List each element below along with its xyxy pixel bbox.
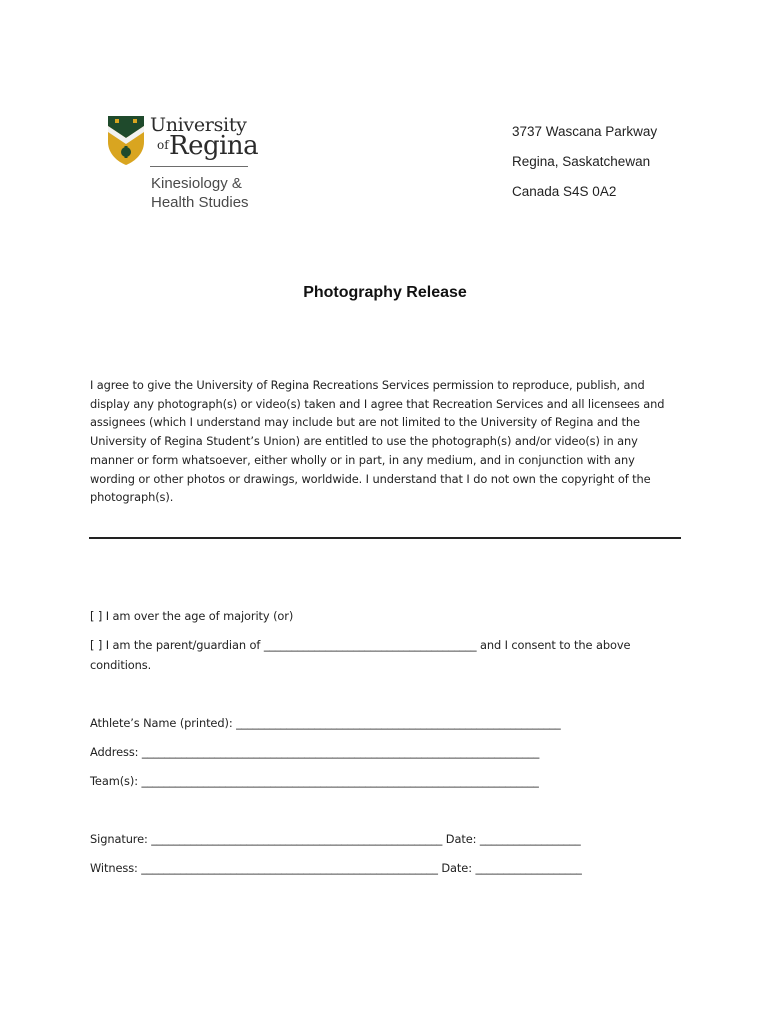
witness-date-field[interactable]: Witness: _____________________________________________________ Date: ___________________ [90, 861, 582, 875]
paragraph-line: assignees (which I understand may include but are not limited to the University of Regina and the [90, 415, 640, 430]
logo-department [151, 174, 249, 212]
address-street: 3737 Wascana Parkway [512, 124, 658, 139]
paragraph-line: I agree to give the University of Regina Recreations Services permission to reproduce, publish, and [90, 378, 645, 392]
logo-department-line2: Health Studies [151, 194, 249, 211]
paragraph-line: display any photograph(s) or video(s) taken and I agree that Recreation Services and all licensees and [90, 396, 665, 411]
university-logo [106, 114, 259, 214]
logo-divider [150, 166, 248, 167]
university-crest-icon [106, 114, 146, 166]
address-block [512, 123, 657, 213]
parent-guardian-checkbox-line[interactable]: [ ] I am the parent/guardian of ______________________________________ and I consent to the above [90, 638, 631, 652]
document-title: Photography Release [303, 284, 467, 301]
release-paragraph [90, 376, 670, 507]
paragraph-line: University of Regina Student’s Union) are entitled to use the photograph(s) and/or video(s) in any [90, 434, 638, 449]
logo-wordmark-of: of [157, 138, 169, 152]
logo-wordmark-regina: Regina [169, 131, 259, 161]
paragraph-line: wording or other photos or drawings, worldwide. I understand that I do not own the copyright of the [90, 471, 651, 486]
signature-date-field[interactable]: Signature: ____________________________________________________ Date: __________________ [90, 832, 581, 846]
team-field[interactable]: Team(s): _______________________________________________________________________ [90, 774, 539, 788]
section-divider [89, 537, 681, 539]
address-city: Regina, Saskatchewan [512, 154, 651, 169]
address-country: Canada S4S 0A2 [512, 184, 617, 199]
paragraph-line: manner or form whatsoever, either wholly or in part, in any medium, and in conjunction with any [90, 452, 635, 467]
logo-wordmark-university: University [150, 114, 247, 136]
over-age-checkbox-line[interactable]: [ ] I am over the age of majority (or) [90, 609, 294, 623]
logo-department-line1: Kinesiology & [151, 175, 242, 192]
parent-guardian-line-continued: conditions. [90, 658, 152, 672]
athlete-name-field[interactable]: Athlete’s Name (printed): __________________________________________________________ [90, 716, 561, 730]
paragraph-line: photograph(s). [90, 490, 174, 505]
address-field[interactable]: Address: _______________________________________________________________________ [90, 745, 540, 759]
